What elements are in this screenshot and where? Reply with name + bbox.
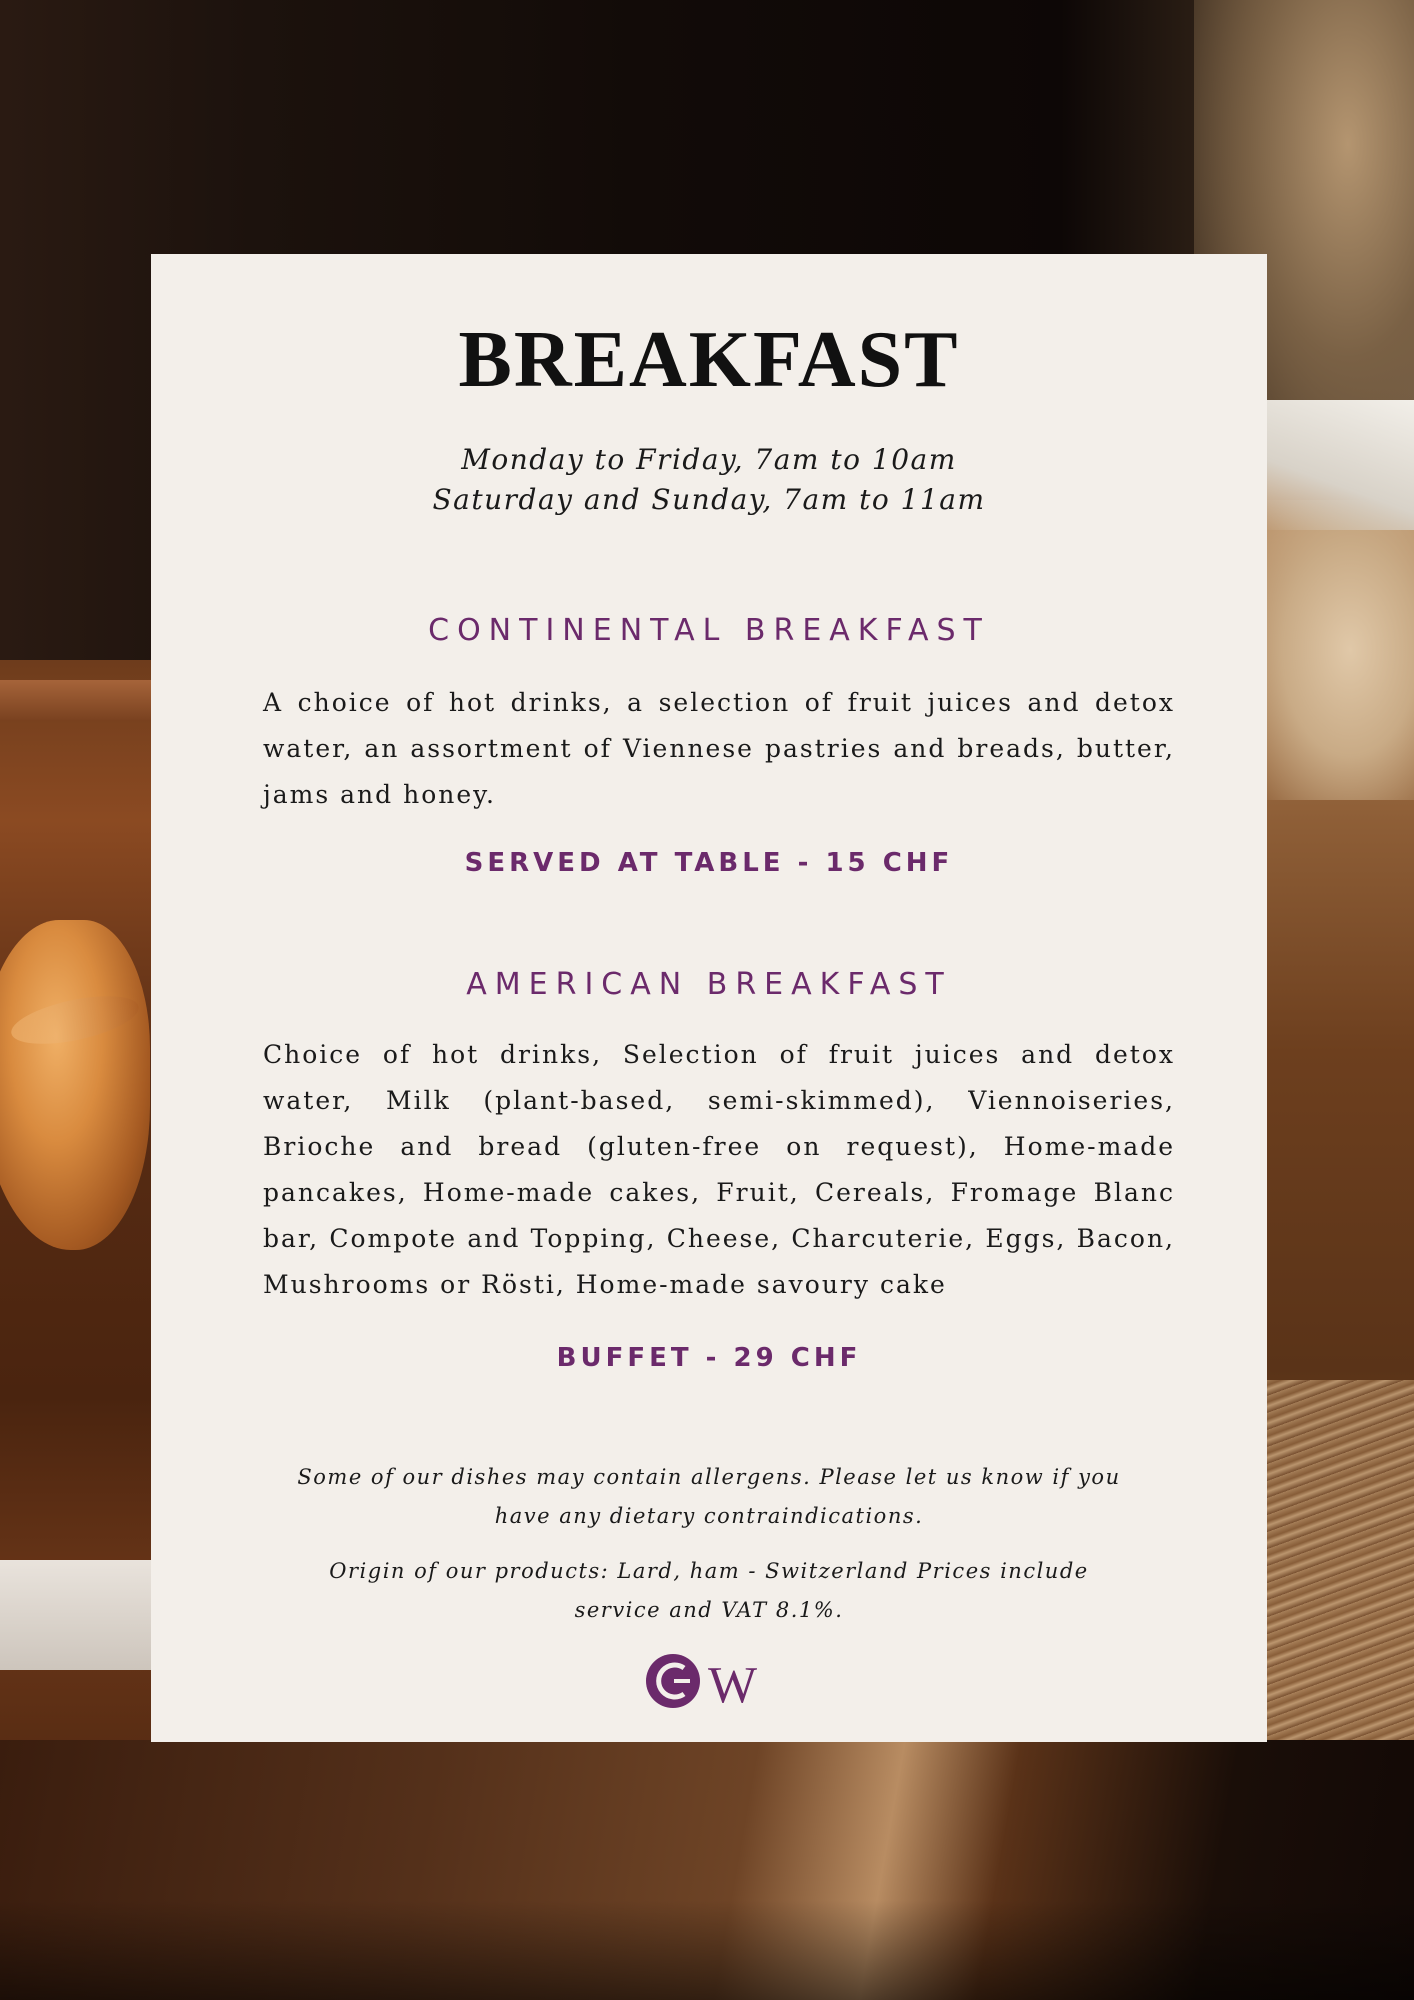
background-tray-edge bbox=[0, 680, 160, 720]
section-description-continental: A choice of hot drinks, a selection of fruit juices and detox water, an assortment of Viennese pastries and breads, butter, jams and honey. bbox=[263, 688, 1175, 809]
cw-monogram-logo bbox=[644, 1652, 784, 1710]
background-paper bbox=[1254, 400, 1414, 530]
menu-title: BREAKFAST bbox=[458, 316, 960, 404]
hours-weekday: Monday to Friday, 7am to 10am bbox=[461, 443, 957, 476]
section-heading-continental: CONTINENTAL BREAKFAST bbox=[428, 613, 990, 648]
section-price-continental: SERVED AT TABLE - 15 CHF bbox=[464, 848, 954, 878]
allergen-note: Some of our dishes may contain allergens. Please let us know if you have any dietary contraindications. bbox=[297, 1465, 1121, 1528]
origin-note: Origin of our products: Lard, ham - Switzerland Prices include service and VAT 8.1%. bbox=[329, 1559, 1089, 1622]
background-shadow bbox=[0, 1900, 1414, 2000]
svg-text:W: W bbox=[708, 1657, 758, 1710]
section-price-american: BUFFET - 29 CHF bbox=[556, 1343, 862, 1373]
section-heading-american: AMERICAN BREAKFAST bbox=[466, 967, 952, 1002]
background-napkin bbox=[0, 1560, 160, 1670]
background-bread bbox=[1254, 500, 1414, 800]
menu-card bbox=[151, 254, 1267, 1742]
background-wicker bbox=[1264, 1380, 1414, 1760]
section-description-american: Choice of hot drinks, Selection of fruit juices and detox water, Milk (plant-based, semi-skimmed), Viennoiseries, Brioche and bread (gluten-free on request), Home-made pancakes, Home-made cakes, Fruit, Cereals, Fromage Blanc bar, Compote and Topping, Cheese, Charcuterie, Eggs, Bacon, Mushrooms or Rösti, Home-made savoury cake bbox=[263, 1040, 1175, 1299]
background-croissant bbox=[0, 920, 150, 1250]
hours-weekend: Saturday and Sunday, 7am to 11am bbox=[432, 483, 986, 516]
opening-hours bbox=[151, 440, 1267, 520]
